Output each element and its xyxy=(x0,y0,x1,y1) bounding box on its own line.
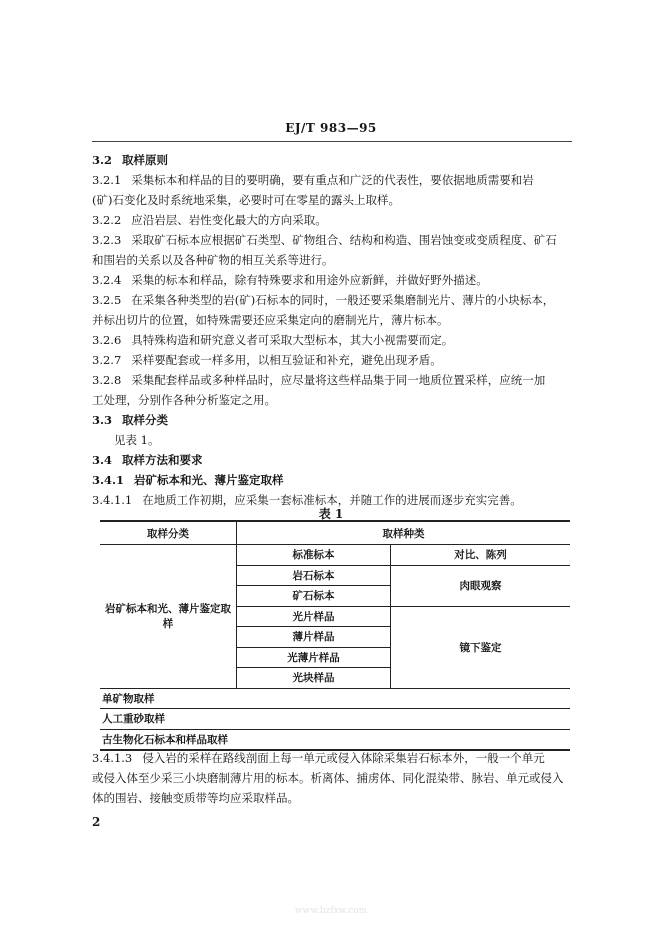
table-cell: 对比、陈列 xyxy=(391,545,571,566)
document-code: EJ/T 983—95 xyxy=(285,121,377,135)
table-header-cell: 取样分类 xyxy=(100,521,237,545)
page-number: 2 xyxy=(92,815,101,829)
paragraph-line: 3.4.1.3 侵入岩的采样在路线剖面上每一单元或侵入体除采集岩石标本外，一般一个单元 xyxy=(92,751,545,765)
watermark: www.bzfxw.com xyxy=(294,906,368,916)
paragraph-line: (矿)石变化及时系统地采集，必要时可在零星的露头上取样。 xyxy=(92,193,400,207)
table-title: 表 1 xyxy=(318,507,344,521)
paragraph-line: 3.2.2 应沿岩层、岩性变化最大的方向采取。 xyxy=(92,213,327,227)
table-group-cell: 岩矿标本和光、薄片鉴定取样 xyxy=(100,545,237,689)
table-cell: 古生物化石标本和样品取样 xyxy=(100,729,570,750)
table-cell: 镜下鉴定 xyxy=(391,606,571,688)
paragraph-line: 体的围岩、接触变质带等均应采取样品。 xyxy=(92,791,299,805)
paragraph-line: 或侵入体至少采三小块磨制薄片用的标本。析离体、捕虏体、同化混染带、脉岩、单元或侵入 xyxy=(92,771,564,785)
table-cell: 矿石标本 xyxy=(237,586,391,607)
table-row xyxy=(100,688,570,709)
paragraph-line: 工处理，分别作各种分析鉴定之用。 xyxy=(92,393,276,407)
paragraph-line: 3.2.8 采集配套样品或多种样品时，应尽量将这些样品集于同一地质位置采样，应统一加 xyxy=(92,373,546,387)
table-row xyxy=(100,545,570,566)
paragraph-line: 3.2.3 采取矿石标本应根据矿石类型、矿物组合、结构和构造、围岩蚀变或变质程度、矿石 xyxy=(92,233,557,247)
table-row xyxy=(100,729,570,750)
paragraph-line: 3.2.5 在采集各种类型的岩(矿)石标本的同时，一般还要采集磨制光片、薄片的小块标本， xyxy=(92,293,555,307)
paragraph-line: 和围岩的关系以及各种矿物的相互关系等进行。 xyxy=(92,253,334,267)
table-cell: 标准标本 xyxy=(237,545,391,566)
table-cell: 岩石标本 xyxy=(237,565,391,586)
section-heading-3-2: 3.2 取样原则 xyxy=(92,153,169,167)
table-cell: 肉眼观察 xyxy=(391,565,571,606)
table-header-row xyxy=(100,521,570,545)
paragraph-line: 3.2.4 采集的标本和样品，除有特殊要求和用途外应新鲜，并做好野外描述。 xyxy=(92,273,488,287)
section-heading-3-4: 3.4 取样方法和要求 xyxy=(92,453,203,467)
table-cell: 光薄片样品 xyxy=(237,647,391,668)
table-cell: 单矿物取样 xyxy=(100,688,570,709)
table-cell: 薄片样品 xyxy=(237,627,391,648)
paragraph-line: 3.2.7 采样要配套或一样多用，以相互验证和补充，避免出现矛盾。 xyxy=(92,353,442,367)
paragraph-line: 见表 1。 xyxy=(114,433,160,447)
table-header-cell: 取样种类 xyxy=(237,521,571,545)
paragraph-line: 并标出切片的位置，如特殊需要还应采集定向的磨制光片，薄片标本。 xyxy=(92,313,449,327)
paragraph-line: 3.2.1 采集标本和样品的目的要明确，要有重点和广泛的代表性，要依据地质需要和岩 xyxy=(92,173,534,187)
subsection-heading-3-4-1: 3.4.1 岩矿标本和光、薄片鉴定取样 xyxy=(92,473,284,487)
paragraph-line: 3.2.6 具特殊构造和研究意义者可采取大型标本，其大小视需要而定。 xyxy=(92,333,454,347)
paragraph-line: 3.4.1.1 在地质工作初期，应采集一套标准标本，并随工作的进展而逐步充实完善。 xyxy=(92,493,522,507)
table-cell: 光片样品 xyxy=(237,606,391,627)
section-heading-3-3: 3.3 取样分类 xyxy=(92,413,169,427)
sampling-table xyxy=(100,520,570,751)
table-row xyxy=(100,709,570,730)
table-cell: 人工重砂取样 xyxy=(100,709,570,730)
header-rule xyxy=(92,141,572,142)
table-cell: 光块样品 xyxy=(237,668,391,689)
